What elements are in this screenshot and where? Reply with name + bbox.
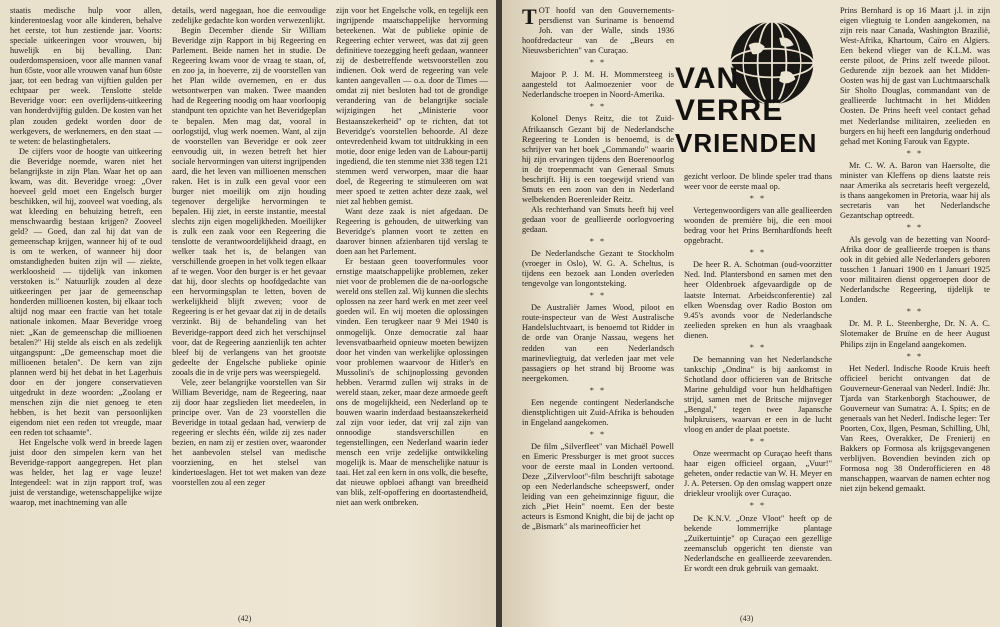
separator: * * <box>906 148 924 158</box>
paragraph: Het Engelsche volk werd in breede lagen juist door den simpelen kern van het Beveridge-rapport aangegrepen. Het plan was helder, het lag er vage leuze! Integendeel: wat in zijn rapport trof, was juist de verstandige, wetenschappelijke wijze waarop, met inachtneming van alle <box>10 438 162 508</box>
left-page <box>0 0 498 627</box>
paragraph: Want deze zaak is niet afgedaan. De Regeering is gehouden, de uitwerking van Beveridge's plannen voort te zetten en daarover binnen afzienbaren tijd verslag te doen aan het Parlement. <box>336 206 488 257</box>
separator: * * <box>589 237 607 247</box>
separator: * * <box>589 291 607 301</box>
paragraph: Vele, zeer belangrijke voorstellen van Sir William Beveridge, nam de Regeering, naar zij door haar zegslieden liet meedeelen, in principe over. Van de 23 voorstellen die Beveridge in totaal gedaan had, verwierp de regeering er slechts één, wilde zij zes nader bezien, en nam zij er zestien over, waaronder het aanbevolen stelsel van medische voorziening, en het stelsel van kindertoeslagen. Het tot wet maken van deze voorstellen zou al een zeger <box>172 377 326 488</box>
paragraph: De Australiër James Wood, piloot en route-inspecteur van de West Australische Handelsluchtvaart, is benoemd tot Ridder in de orde van Oranje Nassau, wegens het redden van een Nederlandsch marinevliegtuig, dat verleden jaar met vele passagiers op het strand bij Broome was neergekomen. <box>522 303 674 383</box>
paragraph: staatis medische hulp voor allen, kinderentoeslag voor alle kinderen, behalve het eerste, tot hun zestiende jaar. Voorts: speciale uitkeeringen voor vrouwen, bij huwelijk en bij bevalling. Dan: ouderdomspensioen, voor alle mannen vanaf hun 65ste, voor alle vrouwen vanaf hun 60ste jaar, tot een bedrag van vijftien gulden per echtpaar per week. Tenslotte stelde Beveridge voor: een overlijdens-uitkeering van honderdvijftig gulden. De kosten van het plan zouden gedekt worden door de werkgevers, de werknemers, en den staat — te weten: de belastingbetalers. <box>10 6 163 146</box>
paragraph: zijn voor het Engelsche volk, en tegelijk een ingrijpende maatschappelijke hervorming beteekenen. Wat de publieke opinie de Regeering echter verweet, was dat zij geen definitieve toezegging heeft gedaan, wanneer zij de desbetreffende wetsvoorstellen zou indienen. Ook werd de regeering van vele kanten aangevallen — o.a. door de Times — omdat zij niet besloten had tot de grondige verandering van de belangrijke sociale wijzigingen het „Ministerie voor Bestaanszekerheid" op te richten, dat tot Beveridge's voorstellen behoorde. Al deze ontevredenheid kwam tot uitdrukking in een motie, door enige leden van de Labour-partij ingediend, die ten stemme niet 338 tegen 121 stemmen werd verworpen, maar die haar doel, de Regeering te stimuleeren om wat meer spoed te zetten achter deze zaak, wel niet zal hebben gemist. <box>336 6 488 206</box>
paragraph: gezicht verloor. De blinde speler trad thans weer voor de eerste maal op. <box>684 172 832 192</box>
paragraph: Er bestaan geen tooverformules voor ernstige maatschappelijke problemen, zeker niet voor de problemen die de na-oorlogsche wereld ons stellen zal. Wij kunnen die slechts oplossen na zeer hard werk en met zeer veel goeden wil. En wij moeten die oplossingen vinden. Een terugkeer naar 9 Mei 1940 is onmogelijk. Onze democratie zal haar levensvatbaarheid opnieuw moeten bewijzen door het vinden van werkelijke oplossingen voor problemen waarvoor de Hitler's en Mussolini's de schijnoplossing gevonden hebben. Verarmd zullen wij straks in de wereld staan, zeker, maar deze armoede geeft ons de mogelijkheid, een Nederland op te bouwen waarin inderdaad bestaanszekerheid zal zijn voor ieder, dat vrij zal zijn van onnoodige standsverschillen en tegenstellingen, een Nederland waarin ieder mensch een vrije zedelijke ontwikkeling mogelijk is. Maar de menschelijke natuur is taai. Het zal een kern in ons volk, die besefte, dat nieuwe opbloei afhangt van breedheid van blik, zelf-opoffering en doortastendheid, niet aan werk ontbreken. <box>336 257 488 508</box>
paragraph: Prins Bernhard is op 16 Maart j.l. in zijn eigen vliegtuig te Londen aangekomen, na zijn reis naar Canada, Washington Brazilië, West-Afrika, Khartoum, Caïro en Algiers. Een bekend vlieger van de K.L.M. was eerste piloot, de Prins zelf tweede piloot. Gedurende zijn bezoek aan het Midden-Oosten was hij de gast van Luchtmaarschalk Sir Sholto Douglas, commandant van de geallieerde luchtmacht in het Midden Oosten. De Prins heeft veel contact gehad met Nederlandse militairen, zeelieden en burgers en hij heeft een langdurig onderhoud gehad met Koning Farouk van Egypte. <box>840 6 990 146</box>
separator: * * <box>589 429 607 439</box>
page-number-left: (42) <box>238 614 252 623</box>
paragraph: Als gevolg van de bezetting van Noord-Afrika door de geallieerde troepen is thans ook in dit gebied alle Nederlanders geboren tusschen 1 Januari 1900 en 1 Januari 1925 voor militairen dienst opgeroepen door de Nederlandsche Regeering, tijdelijk te Londen. <box>840 235 990 305</box>
paragraph-text: OT hoofd van den Gouvernements-persdienst van Suriname is benoemd Joh. van der Walle, sinds 1936 hoofdredacteur van de „Beurs en Nieuwsberichten" van Curaçao. <box>522 6 674 56</box>
left-column-3 <box>336 6 488 508</box>
right-column-1 <box>522 6 674 532</box>
paragraph: De film „Silverfleet" van Michaël Powell en Emeric Pressburger is met groot succes voor de eerste maal in Londen vertoond. Deze „Zilvervloot"-film beschrijft sabotage op een Nederlandsche scheepswerf, onder leiding van een geheimzinnige figuur, die zich „Piet Hein" noemt. Een der beste acteurs is Esmond Knight, die bij de jacht op de „Bismark" als marineofficier het <box>522 441 674 532</box>
paragraph: De cijfers voor de hoogte van uitkeering die Beveridge noemde, waren niet het belangrijkste in zijn Plan. Waar het op aan kwam, was dit. Beveridge vroeg: „Over hoeveel geld moet een Engelsch burger beschikken, wil hij, zooveel wat voeding, als wat kleeding en behuizing betreft, een menschwaardig bestaan krijgen? Zooveel geld? — Goed, dan zal hij dat van de gemeenschap krijgen, wanneer hij of te oud is om te werken, of wanneer hij door omstandigheden buiten zijn wil — ziekte, werkloosheid — tijdelijk van inkomen verstoken is." Natuurlijk zouden al deze uitkeeringen per jaar de gemeenschap honderden millioenen kosten, bij elkaar toch altijd nog maar een fractie van het totale nationale inkomen. Maar Beveridge vroeg niet: „Kan de gemeenschap die millioenen betalen?" Hij stelde als eisch en als zedelijk uitgangspunt: „De gemeenschap moet die millioenen betalen". De kern van zijn plannen werd bij het debat in het Lagerhuis door en der jongere conservatieven uitgedrukt in deze woorden: „Zoolang er menschen zijn die niet genoeg te eten hebben, is het bezit van persoonlijken eigendom niet een reden tot vreugde, maar een reden tot schaamte". <box>10 146 162 437</box>
separator: * * <box>749 342 767 352</box>
paragraph: Dr. M. P. L. Steenberghe, Dr. N. A. C. Slotemaker de Bruïne en de heer August Philips zijn in Engeland aangekomen. <box>840 319 990 349</box>
title-line-1: VAN <box>675 62 740 95</box>
separator: * * <box>906 351 924 361</box>
paragraph: De K.N.V. „Onze Vloot" heeft op de bekende lommerrijke plantage „Zuikertuintje" op Curaçao een gezellige zeemansclub opgericht ten dienste van Nederlandsche en geallieerde zeevarenden. Er wordt een druk gebruik van gemaakt. <box>684 513 832 573</box>
paragraph: Het Nederl. Indische Roode Kruis heeft officieel bericht ontvangen dat de Gouverneur-Generaal van Nederl. Indië: Jhr. Tjarda van Starkenborgh Stachouwer, de Gouverneur van Sumatra: A. I. Spits; en de generaals van het Nederl. Indische leger: Ter Poorten, Cox, Ilgen, Pesman, Schilling, Uhl, Van Rees, Overakker, De Frenierij en Bakkers op Formosa als krijgsgevangenen verblijven. Bovendien bevinden zich op Formosa nog 38 Onderofficieren en 48 manschappen, waarvan de namen echter nog niet zijn bekend gemaakt. <box>840 363 990 494</box>
paragraph: Kolonel Denys Reitz, die tot Zuid-Afrikaansch Gezant bij de Nederlandsche Regeering te Londen is benoemd, is de schrijver van het boek „Commando" waarin hij zijn ervaringen tijdens den Boerenoorlog in de troepenmacht van Generaal Smuts beschrijft. Hij is een toegewijd vriend van Smuts en een zoon van den in Nederland welbekenden Boerenleider Reitz. <box>522 114 674 204</box>
paragraph: Majoor P. J. M. H. Mommersteeg is aangesteld tot Aalmoezenier voor de Nederlandsche troepen in Noord-Amerika. <box>522 70 674 100</box>
drop-cap: T <box>522 4 537 29</box>
separator: * * <box>589 58 607 68</box>
paragraph: Als rechterhand van Smuts heeft hij veel gedaan voor de geallieerde oorlogvoering gedaan. <box>522 204 674 234</box>
separator: * * <box>749 501 767 511</box>
right-column-2 <box>684 172 832 574</box>
right-column-3 <box>840 6 990 494</box>
separator: * * <box>749 437 767 447</box>
left-column-2 <box>172 6 326 488</box>
paragraph: Vertegenwoordigers van alle geallieerden woonden de première bij, die een mooi bedrag voor het Prins Bernhardfonds heeft opgebracht. <box>684 206 832 246</box>
left-column-1 <box>10 6 162 508</box>
right-page <box>502 0 1000 627</box>
paragraph: De Nederlandsche Gezant te Stockholm (vroeger in Oslo), W. G. A. Scheltus, is tijdens een bezoek aan Londen overleden tengevolge van longontsteking. <box>522 249 674 289</box>
page-number-right: (43) <box>740 614 754 623</box>
paragraph: Begin December diende Sir William Beveridge zijn Rapport in bij Regeering en Parlement. Beide namen het in studie. De Regeering kwam voor de vraag te staan, of, en zoo ja, in hoeverre, zij de voorstellen van het Plan wilde overnemen, en er dus wetsontwerpen van maken. Twee maanden had de Regeering noodig om haar voorloopig standpunt ten opzichte van het Beveridgeplan te bepalen. Men mag dat, vooral in oorlogstijd, vlug werk noemen. Want, al zijn de voorstellen van Beveridge er ook zeer eenvoudig uit, in wezen betreft het hier sociale hervormingen van uiterst ingrijpenden aard, die het leven van millioenen menschen raken. Het is in zulk een geval voor een burger niet moeilijk om zijn houding tegenover dergelijke hervormingen te bepalen. Hij ziet, in eerste instantie, meestal slechts zijn eigen mogelijkheden. Moeilijker is zulk een zaak voor een Regeering die tenslotte de verantwoordelijkheid draagt, en welker taak het is, de belangen van verschillende groepen in het volk tegen elkaar af te wegen. Voor den burger is er het gevaar dat hij, door slechts op hoofdgedachte van een hervormingsplan te letten, boven de werkelijkheid blijft zweven; voor de Regeering is er het gevaar dat zij in de details verzinkt. Bij de behandeling van het Beveridge-rapport deed zich het verschijnsel voor, dat de Regeering aanzienlijk ten achter bleef bij de verlangens van het grootste gedeelte der Engelsche publieke opinie zooals die in de vrije pers was weerspiegeld. <box>172 26 326 377</box>
paragraph: Een negende contingent Nederlandsche dienstplichtigen uit Zuid-Afrika is behouden in Engeland aangekomen. <box>522 397 674 427</box>
separator: * * <box>906 307 924 317</box>
paragraph: De heer R. A. Schotman (oud-voorzitter Ned. Ind. Plantersbond en samen met den heer Oldenbroek afgevaardigde op de laatste Internat. Arbeidsconferentie) zal elken Woensdag over Radio Boston om 9.45's avonds voor de Nederlandsche zeelieden spreken en hun als vraagbaak dienen. <box>684 260 832 340</box>
title-line-3: VRIENDEN <box>675 128 818 158</box>
paragraph: Onze weermacht op Curaçao heeft thans haar eigen officieel orgaan, „Vuur!" geheten, onder redactie van W. H. Meyer en J. A. Petersen. Op den omslag wappert onze driekleur vroolijk over Curaçao. <box>684 449 832 499</box>
column-heading <box>667 14 837 164</box>
separator: * * <box>589 102 607 112</box>
separator: * * <box>749 194 767 204</box>
title-line-2: VERRE <box>675 94 784 127</box>
paragraph <box>522 6 674 56</box>
separator: * * <box>906 222 924 232</box>
paragraph: De bemanning van het Nederlandsche tankschip „Ondina" is bij aankomst in Schotland door officieren van de Britsche Marine gehuldigd voor hun heldhaftigen strijd, samen met de Britsche mijnveger „Bengal," tegen twee Japansche hulpkruisers, waarvan er een in de lucht vloog en ander de plaat poetste. <box>684 354 832 435</box>
paragraph: Mr. C. W. A. Baron van Haersolte, die minister van Kleffens op diens laatste reis naar Amerika als secretaris heeft vergezeld, is thans aangekomen in Pretoria, waar hij als secretaris van het Nederlandsche Gezantschap optreedt. <box>840 160 990 220</box>
separator: * * <box>749 248 767 258</box>
separator: * * <box>589 385 607 395</box>
paragraph: details, werd nagegaan, hoe die eenvoudige zedelijke gedachte kon worden verwezenlijkt. <box>172 6 326 26</box>
